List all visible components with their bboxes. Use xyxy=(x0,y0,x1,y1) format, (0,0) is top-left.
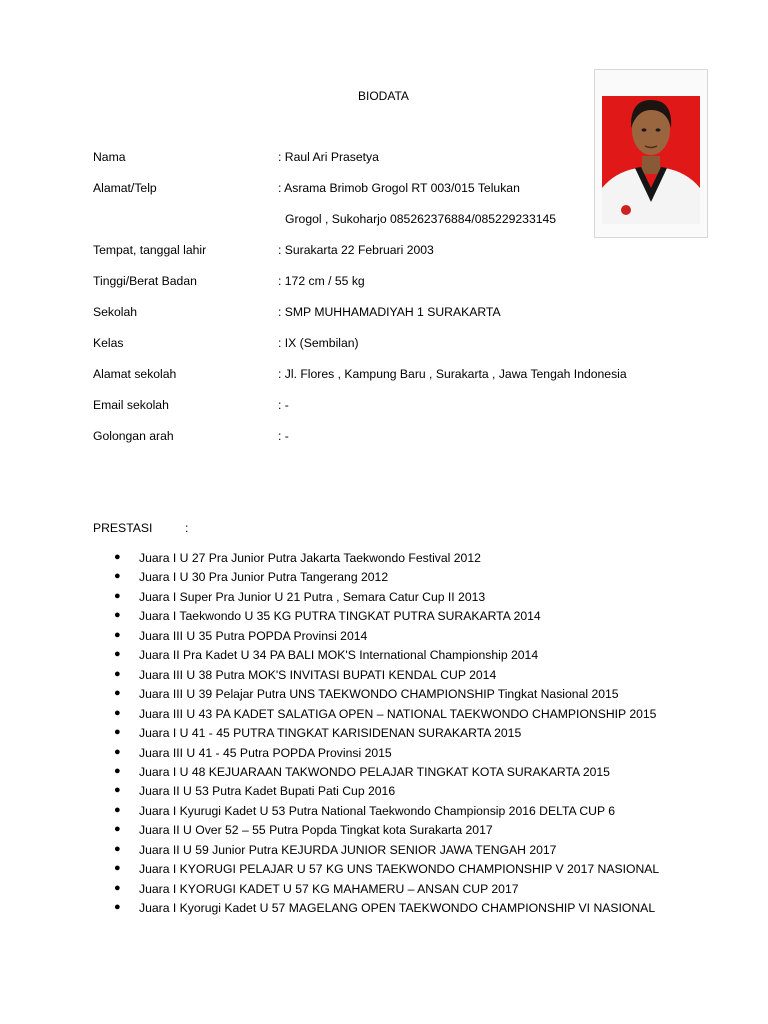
prestasi-heading-label: PRESTASI xyxy=(93,521,153,535)
field-value: : Raul Ari Prasetya xyxy=(278,150,379,164)
list-item-text: Juara III U 41 - 45 Putra POPDA Provinsi 2015 xyxy=(139,745,392,760)
list-item-text: Juara I Kyurugi Kadet U 53 Putra National Taekwondo Championsip 2016 DELTA CUP 6 xyxy=(139,803,616,818)
list-item-text: Juara II U 59 Junior Putra KEJURDA JUNIOR SENIOR JAWA TENGAH 2017 xyxy=(139,842,557,857)
field-label: Alamat/Telp xyxy=(93,181,157,195)
list-item-text: Juara I U 41 - 45 PUTRA TINGKAT KARISIDENAN SURAKARTA 2015 xyxy=(139,726,522,741)
field-value: : Surakarta 22 Februari 2003 xyxy=(278,243,434,257)
field-label: Alamat sekolah xyxy=(93,367,177,381)
list-item-text: Juara I Taekwondo U 35 KG PUTRA TINGKAT PUTRA SURAKARTA 2014 xyxy=(139,609,541,624)
field-value-continued: Grogol , Sukoharjo 085262376884/085229233145 xyxy=(285,212,557,226)
bullet-icon: ● xyxy=(114,609,121,622)
list-item-text: Juara II Pra Kadet U 34 PA BALI MOK'S International Championship 2014 xyxy=(139,648,539,663)
field-label: Tinggi/Berat Badan xyxy=(93,274,197,288)
list-item-text: Juara III U 43 PA KADET SALATIGA OPEN – NATIONAL TAEKWONDO CHAMPIONSHIP 2015 xyxy=(139,706,657,721)
list-item-text: Juara III U 35 Putra POPDA Provinsi 2014 xyxy=(139,628,368,643)
bullet-icon: ● xyxy=(114,803,121,816)
list-item-text: Juara I Kyorugi Kadet U 57 MAGELANG OPEN TAEKWONDO CHAMPIONSHIP VI NASIONAL xyxy=(139,901,656,916)
bullet-icon: ● xyxy=(114,823,121,836)
list-item-text: Juara I KYORUGI PELAJAR U 57 KG UNS TAEKWONDO CHAMPIONSHIP V 2017 NASIONAL xyxy=(139,862,660,877)
list-item-text: Juara II U Over 52 – 55 Putra Popda Tingkat kota Surakarta 2017 xyxy=(139,823,493,838)
field-value: : IX (Sembilan) xyxy=(278,336,359,350)
bullet-icon: ● xyxy=(114,726,121,739)
field-label: Nama xyxy=(93,150,126,164)
bullet-icon: ● xyxy=(114,706,121,719)
list-item-text: Juara I U 27 Pra Junior Putra Jakarta Taekwondo Festival 2012 xyxy=(139,551,481,565)
bullet-icon: ● xyxy=(114,570,121,583)
bullet-icon: ● xyxy=(114,687,121,700)
bullet-icon: ● xyxy=(114,648,121,661)
field-value: : Asrama Brimob Grogol RT 003/015 Telukan xyxy=(278,181,520,195)
bullet-icon: ● xyxy=(114,862,121,875)
bullet-icon: ● xyxy=(114,667,121,680)
bullet-icon: ● xyxy=(114,842,121,855)
bullet-icon: ● xyxy=(114,901,121,914)
list-item-text: Juara III U 39 Pelajar Putra UNS TAEKWONDO CHAMPIONSHIP Tingkat Nasional 2015 xyxy=(139,687,619,702)
list-item-text: Juara I U 30 Pra Junior Putra Tangerang 2012 xyxy=(139,570,389,585)
field-label: Golongan arah xyxy=(93,429,174,443)
list-item-text: Juara I KYORUGI KADET U 57 KG MAHAMERU – ANSAN CUP 2017 xyxy=(139,881,519,896)
page-title: BIODATA xyxy=(358,89,409,103)
bullet-icon: ● xyxy=(114,589,121,602)
field-label: Kelas xyxy=(93,336,124,350)
field-value: : 172 cm / 55 kg xyxy=(278,274,365,288)
bullet-icon: ● xyxy=(114,745,121,758)
field-label: Tempat, tanggal lahir xyxy=(93,243,207,257)
bullet-icon: ● xyxy=(114,628,121,641)
bullet-icon: ● xyxy=(114,764,121,777)
profile-photo xyxy=(594,69,708,238)
list-item-text: Juara I U 48 KEJUARAAN TAKWONDO PELAJAR TINGKAT KOTA SURAKARTA 2015 xyxy=(139,764,610,779)
bullet-icon: ● xyxy=(114,881,121,894)
list-item-text: Juara I Super Pra Junior U 21 Putra , Semara Catur Cup II 2013 xyxy=(139,589,486,604)
prestasi-heading-colon: : xyxy=(185,521,189,535)
field-label: Email sekolah xyxy=(93,398,169,412)
field-label: Sekolah xyxy=(93,305,138,319)
prestasi-heading xyxy=(93,521,189,535)
list-item-text: Juara II U 53 Putra Kadet Bupati Pati Cup 2016 xyxy=(139,784,396,799)
field-value: : - xyxy=(278,398,289,412)
list-item-text: Juara III U 38 Putra MOK'S INVITASI BUPATI KENDAL CUP 2014 xyxy=(139,667,497,682)
bullet-icon: ● xyxy=(114,551,121,563)
field-value: : Jl. Flores , Kampung Baru , Surakarta , Jawa Tengah Indonesia xyxy=(278,367,627,381)
field-value: : - xyxy=(278,429,289,443)
bullet-icon: ● xyxy=(114,784,121,797)
field-value: : SMP MUHHAMADIYAH 1 SURAKARTA xyxy=(278,305,501,319)
